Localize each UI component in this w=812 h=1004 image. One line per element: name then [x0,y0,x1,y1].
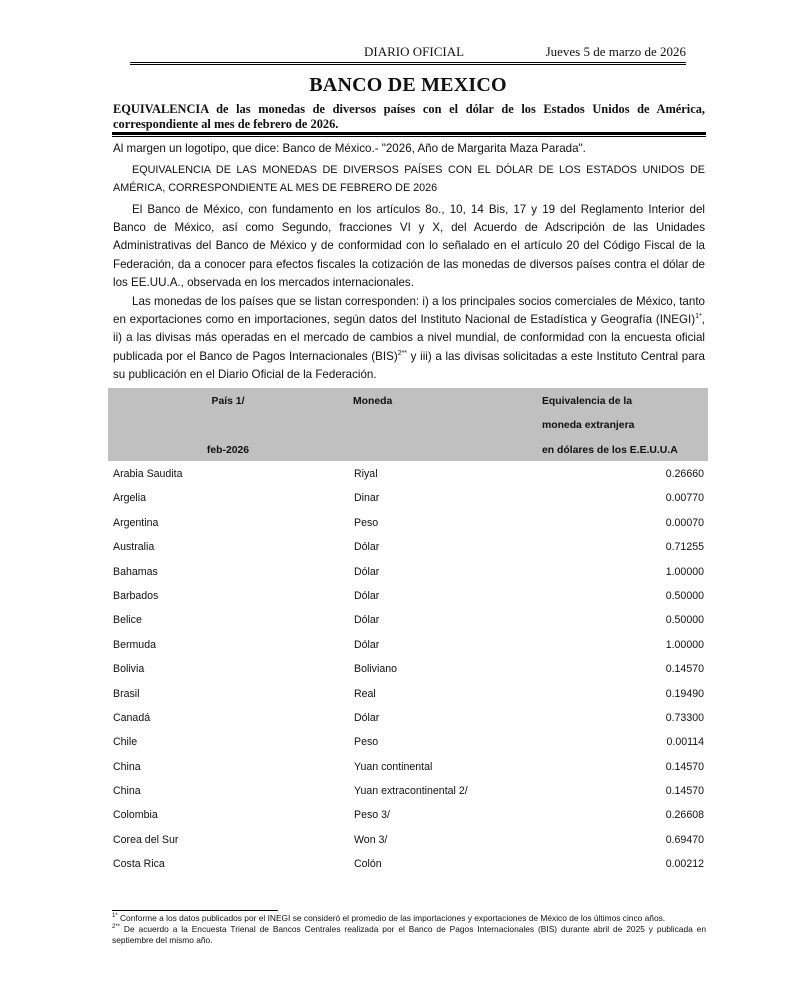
column-header-period: feb-2026 [206,445,250,456]
publication-name: DIARIO OFICIAL [364,44,465,59]
currency-cell: Peso 3/ [354,809,390,822]
footnote-ref-1[interactable]: 1* [695,313,702,321]
value-cell: 0.00114 [666,736,704,749]
table-row [108,710,708,734]
currency-cell: Yuan continental [354,760,433,773]
caps-heading-paragraph: EQUIVALENCIA DE LAS MONEDAS DE DIVERSOS PAÍSES CON EL DÓLAR DE LOS ESTADOS UNIDOS DE AMÉRICA, CORRESPONDIENTE AL MES DE FEBRERO DE 2026 [113,164,705,195]
country-cell: Bahamas [113,565,158,578]
paragraph-text: , ii) a las divisas más operadas en el mercado de cambios a nivel mundial, de conformidad con la encuesta oficial publicada por el Banco de Pagos Internacionales (BIS) [113,313,705,363]
column-header-country: País 1/ [211,396,245,407]
section-title: BANCO DE MEXICO [309,74,507,96]
currency-cell: Dólar [354,711,380,724]
currencies-scope-paragraph [113,293,705,384]
currency-cell: Colón [354,858,382,871]
table-row [108,564,708,588]
currency-cell: Dólar [354,589,380,602]
value-cell: 0.00212 [665,858,704,871]
legal-basis-paragraph: El Banco de México, con fundamento en los artículos 8o., 10, 14 Bis, 17 y 19 del Reglamento Interior del Banco de México, así como Segundo, fracciones VI y X, del Acuerdo de Adscripción de las Unidades Administrativas del Banco de México y de conformidad con lo señalado en el artículo 20 del Código Fiscal de la Federación, da a conocer para efectos fiscales la cotización de las monedas de diversos países contra el dólar de los EE.UU.A., observada en los mercados internacionales. [113,203,705,289]
currency-cell: Dólar [354,614,380,627]
table-row [108,612,708,636]
country-cell: Argelia [113,492,146,505]
country-cell: Corea del Sur [113,833,179,846]
table-row [108,832,708,856]
decree-title-lead: EQUIVALENCIA [113,102,209,116]
country-cell: Belice [113,614,142,627]
value-cell: 0.71255 [665,541,704,554]
value-cell: 1.00000 [665,565,704,578]
table-row [108,588,708,612]
table-row [108,466,708,490]
table-row [108,856,708,880]
value-cell: 0.50000 [665,589,704,602]
value-cell: 0.14570 [665,760,704,773]
footnote-mark: 2** [112,924,121,930]
currency-cell: Real [354,687,376,700]
footnote-ref-2[interactable]: 2** [397,349,408,357]
footnote-separator [112,910,278,911]
decree-rule-thick [112,132,706,135]
currency-cell: Riyal [354,468,378,480]
currency-cell: Peso [354,736,379,749]
column-header-equivalence: Equivalencia de la [542,396,633,407]
footnote-2 [112,924,706,946]
table-row [108,783,708,807]
value-cell: 0.14570 [665,785,704,798]
value-cell: 0.00770 [665,492,704,505]
footnote-text: Conforme a los datos publicados por el INEGI se consideró el promedio de las importaciones y exportaciones de México de los últimos cinco años. [117,913,666,923]
country-cell: Costa Rica [113,858,165,871]
table-row [108,661,708,685]
exchange-rate-table [108,466,708,881]
currency-cell: Dólar [354,565,380,578]
table-row [108,734,708,758]
value-cell: 1.00000 [665,638,704,651]
country-cell: China [113,760,141,773]
table-row [108,637,708,661]
country-cell: Colombia [113,809,158,822]
country-cell: Bolivia [113,663,145,676]
table-row [108,807,708,831]
value-cell: 0.00070 [665,516,704,529]
table-row [108,759,708,783]
value-cell: 0.26660 [665,468,704,480]
currency-cell: Boliviano [354,663,397,676]
column-header-currency: Moneda [353,396,393,407]
value-cell: 0.19490 [665,687,704,700]
country-cell: Brasil [113,687,140,700]
publication-date: Jueves 5 de marzo de 2026 [545,44,686,59]
running-header [130,44,686,60]
header-rule [130,62,686,65]
decree-title [113,102,705,131]
country-cell: Arabia Saudita [113,468,183,480]
currency-cell: Peso [354,516,379,529]
paragraph-text: Las monedas de los países que se listan corresponden: i) a los principales socios comerciales de México, tanto en exportaciones como en importaciones, según datos del Instituto Nacional de Estadística y Geografía (INEGI) [113,295,705,327]
country-cell: Bermuda [113,638,156,651]
footnote-text: De acuerdo a la Encuesta Trienal de Bancos Centrales realizada por el Banco de Pagos Internacionales (BIS) durante abril de 2025 y publicada en septiembre del mismo año. [112,924,706,945]
currency-cell: Dólar [354,541,380,554]
decree-title-rest: de las monedas de diversos países con el dólar de los Estados Unidos de América, correspondiente al mes de febrero de 2026. [113,102,705,131]
currency-cell: Dinar [354,492,380,505]
value-cell: 0.26608 [665,809,704,822]
table-row [108,515,708,539]
currency-cell: Yuan extracontinental 2/ [354,785,468,798]
country-cell: Chile [113,736,138,749]
table-row [108,686,708,710]
footnote-1 [112,913,706,924]
footnote-mark: 1* [112,913,118,919]
decree-rule-thin [112,136,706,137]
currency-cell: Dólar [354,638,380,651]
paragraph-text: y iii) a las divisas solicitadas a este Instituto Central para su publicación en el Diario Oficial de la Federación. [113,349,705,381]
column-header-equivalence: moneda extranjera [542,420,635,431]
value-cell: 0.73300 [665,711,704,724]
currency-cell: Won 3/ [354,833,388,846]
table-header [108,388,708,461]
column-header-equivalence: en dólares de los E.E.U.U.A [542,445,678,456]
table-row [108,490,708,514]
table-row [108,539,708,563]
footnotes [112,913,706,946]
margin-note: Al margen un logotipo, que dice: Banco de México.- "2026, Año de Margarita Maza Parada". [113,142,586,155]
country-cell: Canadá [113,711,151,724]
value-cell: 0.69470 [665,833,704,846]
country-cell: Argentina [113,516,159,529]
country-cell: Barbados [113,589,159,602]
country-cell: Australia [113,541,155,554]
value-cell: 0.14570 [665,663,704,676]
country-cell: China [113,785,141,798]
value-cell: 0.50000 [665,614,704,627]
